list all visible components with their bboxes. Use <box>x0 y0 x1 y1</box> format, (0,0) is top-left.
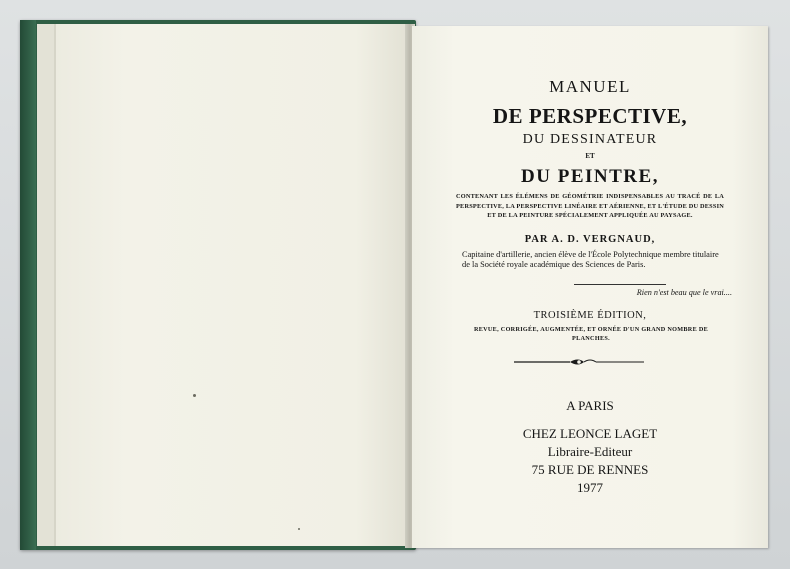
endpaper-fold <box>54 24 56 546</box>
title-line-et: ET <box>585 152 595 160</box>
left-endpaper <box>37 24 409 546</box>
title-line-perspective: DE PERSPECTIVE, <box>492 104 688 128</box>
edition-detail: REVUE, CORRIGÉE, AUGMENTÉE, ET ORNÉE D'UN GRAND NOMBRE DE PLANCHES. <box>473 326 709 342</box>
title-line-dessinateur: DU DESSINATEUR <box>522 132 658 147</box>
publisher-name: CHEZ LEONCE LAGET <box>522 426 658 441</box>
epigraph-rule <box>574 284 666 285</box>
paper-speck <box>298 528 300 530</box>
title-line-manuel: MANUEL <box>549 77 631 96</box>
publication-year: 1977 <box>577 480 603 495</box>
cover-spine-edge <box>20 20 36 550</box>
edition-line: TROISIÈME ÉDITION, <box>533 310 647 321</box>
paper-speck <box>193 394 196 397</box>
author-name: PAR A. D. VERGNAUD, <box>524 234 656 245</box>
title-line-peintre: DU PEINTRE, <box>521 166 659 187</box>
subtitle-description: CONTENANT LES ÉLÉMENS DE GÉOMÉTRIE INDISPENSABLES AU TRACÉ DE LA PERSPECTIVE, LA PERSPECTIVE LINÉAIRE ET AÉRIENNE, ET L'ÉTUDE DU DESSIN ET DE LA PEINTURE SPÉCIALEMENT APPLIQUÉE AU PAYSAGE. <box>456 193 724 219</box>
epigraph: Rien n'est beau que le vrai.... <box>636 288 732 297</box>
title-page <box>412 26 768 548</box>
author-credentials: Capitaine d'artillerie, ancien élève de l'École Polytechnique membre titulaire de la Société royale académique des Sciences de Paris. <box>462 250 719 269</box>
publisher-role: Libraire-Editeur <box>547 444 633 459</box>
publisher-address: 75 RUE DE RENNES <box>531 462 649 477</box>
ornament-divider <box>512 356 647 368</box>
publication-place: A PARIS <box>566 398 614 413</box>
